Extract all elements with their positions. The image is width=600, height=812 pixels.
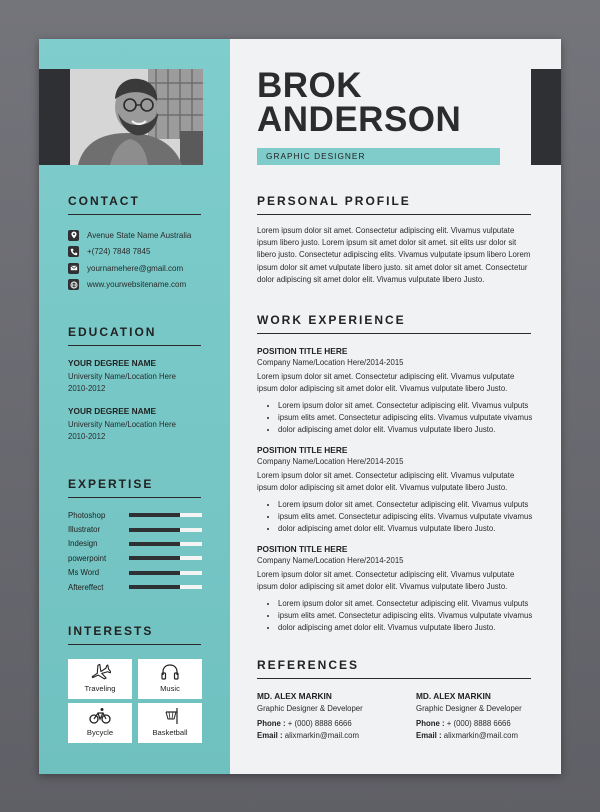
phone-value: + (000) 8888 6666 — [287, 719, 352, 728]
job-bullet: • Lorem ipsum dolor sit amet. Consectetur adipiscing elit. Vivamus vulputs — [278, 598, 533, 610]
interest-label: Traveling — [84, 684, 116, 693]
contact-text: yournamehere@gmail.com — [87, 263, 184, 273]
basketball-icon — [159, 707, 181, 725]
references-heading: REFERENCES — [257, 658, 531, 679]
job-title: POSITION TITLE HERE — [257, 346, 348, 356]
job-summary: Lorem ipsum dolor sit amet. Consectetur adipiscing elit. Vivamus vulputate ipsum dolor adipiscing sit amet dolor elit. Vivamus vulputate libero Justo. — [257, 471, 515, 493]
email-icon — [68, 263, 79, 274]
job-bullet: • dolor adipiscing amet dolor elit. Vivamus vulputate libero Justo. — [278, 622, 533, 634]
interest-bicycle — [68, 703, 132, 743]
job-summary: Lorem ipsum dolor sit amet. Consectetur adipiscing elit. Vivamus vulputate ipsum dolor adipiscing sit amet dolor elit. Vivamus vulputate libero Justo. — [257, 372, 515, 394]
skill-fill — [129, 528, 180, 532]
profile-heading: PERSONAL PROFILE — [257, 194, 531, 215]
reference-name: MD. ALEX MARKIN — [257, 691, 332, 701]
interest-label: Bycycle — [86, 728, 114, 737]
reference-name: MD. ALEX MARKIN — [416, 691, 491, 701]
job-role-banner: GRAPHIC DESIGNER — [257, 148, 500, 165]
skill-bar — [129, 542, 202, 546]
left-accent-bar — [39, 69, 70, 165]
skill-name: Ms Word — [68, 568, 100, 578]
job-entry — [257, 346, 533, 436]
contact-email — [68, 260, 218, 277]
skill-fill — [129, 542, 180, 546]
job-entry — [257, 544, 533, 634]
job-bullet: • ipsum elits amet. Consectetur adipiscing elits. Vivamus vulputate vivamus — [278, 511, 533, 523]
profile-photo — [70, 69, 203, 165]
school-name: University Name/Location Here — [68, 420, 176, 429]
skill-row — [68, 566, 203, 580]
skill-name: powerpoint — [68, 553, 107, 563]
reference-role: Graphic Designer & Developer — [416, 704, 522, 713]
contact-website — [68, 277, 218, 294]
reference-email — [416, 730, 556, 742]
skill-name: Indesign — [68, 539, 98, 549]
education-heading: EDUCATION — [68, 325, 201, 346]
bicycle-icon — [89, 707, 111, 725]
interest-music — [138, 659, 202, 699]
job-company: Company Name/Location Here/2014-2015 — [257, 358, 404, 367]
skills-list — [68, 508, 203, 594]
interest-label: Basketball — [152, 728, 188, 737]
skill-row — [68, 508, 203, 522]
phone-label: Phone : — [257, 719, 286, 728]
education-item — [68, 358, 218, 395]
interests-heading: INTERESTS — [68, 624, 201, 645]
skill-fill — [129, 513, 180, 517]
job-company: Company Name/Location Here/2014-2015 — [257, 457, 404, 466]
headphones-icon — [159, 663, 181, 681]
first-name: BROK — [257, 66, 363, 105]
last-name: ANDERSON — [257, 100, 462, 139]
job-bullet: • ipsum elits amet. Consectetur adipiscing elits. Vivamus vulputate vivamus — [278, 412, 533, 424]
school-name: University Name/Location Here — [68, 372, 176, 381]
job-title: POSITION TITLE HERE — [257, 445, 348, 455]
degree-name: YOUR DEGREE NAME — [68, 358, 157, 368]
skill-bar — [129, 556, 202, 560]
reference-entry — [416, 691, 556, 742]
reference-phone — [257, 718, 397, 730]
experience-heading: WORK EXPERIENCE — [257, 313, 531, 334]
contact-text: +(724) 7848 7845 — [87, 247, 151, 257]
profile-text: Lorem ipsum dolor sit amet. Consectetur adipiscing elit. Vivamus vulputate ipsum libero justo. Lorem ipsum sit amet dolor sit amet. sit elits usr dolor sit libero justo. Consectetur adipiscing elits. Vivamus vulputate ipsum libero Lorem ipsum dolor sit amet vulputate libero justo. sit amet dolor sit amet. Consectetur dolor adipiscing sit amet dolor elit. Vivamus vulputate libero Justo. — [257, 226, 531, 284]
school-years: 2010-2012 — [68, 432, 106, 441]
airplane-icon — [89, 663, 111, 681]
job-title: POSITION TITLE HERE — [257, 544, 348, 554]
interest-label: Music — [160, 684, 180, 693]
degree-name: YOUR DEGREE NAME — [68, 406, 157, 416]
job-bullets — [257, 400, 533, 436]
contact-heading: CONTACT — [68, 194, 201, 215]
email-label: Email : — [416, 731, 442, 740]
phone-label: Phone : — [416, 719, 445, 728]
contact-address — [68, 227, 218, 244]
job-bullet: • dolor adipiscing amet dolor elit. Vivamus vulputate libero Justo. — [278, 424, 533, 436]
job-bullet: • ipsum elits amet. Consectetur adipiscing elits. Vivamus vulputate vivamus — [278, 610, 533, 622]
skill-bar — [129, 585, 202, 589]
skill-bar — [129, 528, 202, 532]
job-bullet: • dolor adipiscing amet dolor elit. Vivamus vulputate libero Justo. — [278, 523, 533, 535]
skill-name: Photoshop — [68, 510, 106, 520]
skill-row — [68, 522, 203, 536]
contact-phone — [68, 244, 218, 261]
phone-value: + (000) 8888 6666 — [446, 719, 511, 728]
reference-role: Graphic Designer & Developer — [257, 704, 363, 713]
email-label: Email : — [257, 731, 283, 740]
skill-name: Illustrator — [68, 525, 101, 535]
job-company: Company Name/Location Here/2014-2015 — [257, 556, 404, 565]
skill-name: Aftereffect — [68, 582, 104, 592]
job-bullet: • Lorem ipsum dolor sit amet. Consectetur adipiscing elit. Vivamus vulputs — [278, 499, 533, 511]
job-bullets — [257, 499, 533, 535]
skill-fill — [129, 585, 180, 589]
reference-phone — [416, 718, 556, 730]
phone-icon — [68, 246, 79, 257]
skill-row — [68, 551, 203, 565]
skill-bar — [129, 571, 202, 575]
reference-email — [257, 730, 397, 742]
contact-text: Avenue State Name Australia — [87, 230, 192, 240]
interest-basketball — [138, 703, 202, 743]
expertise-heading: EXPERTISE — [68, 477, 201, 498]
school-years: 2010-2012 — [68, 384, 106, 393]
email-value: alixmarkin@mail.com — [284, 731, 359, 740]
job-bullets — [257, 598, 533, 634]
skill-bar — [129, 513, 202, 517]
job-summary: Lorem ipsum dolor sit amet. Consectetur adipiscing elit. Vivamus vulputate ipsum dolor adipiscing sit amet dolor elit. Vivamus vulputate libero Justo. — [257, 570, 515, 592]
contact-text: www.yourwebsitename.com — [87, 280, 187, 290]
interest-traveling — [68, 659, 132, 699]
contact-list — [68, 227, 218, 293]
job-entry — [257, 445, 533, 535]
email-value: alixmarkin@mail.com — [443, 731, 518, 740]
job-bullet: • Lorem ipsum dolor sit amet. Consectetur adipiscing elit. Vivamus vulputs — [278, 400, 533, 412]
reference-entry — [257, 691, 397, 742]
skill-fill — [129, 571, 180, 575]
location-icon — [68, 230, 79, 241]
skill-fill — [129, 556, 180, 560]
skill-row — [68, 580, 203, 594]
education-item — [68, 406, 218, 443]
resume-page — [39, 39, 561, 774]
globe-icon — [68, 279, 79, 290]
skill-row — [68, 537, 203, 551]
right-accent-bar — [531, 69, 561, 165]
candidate-name — [257, 66, 462, 139]
